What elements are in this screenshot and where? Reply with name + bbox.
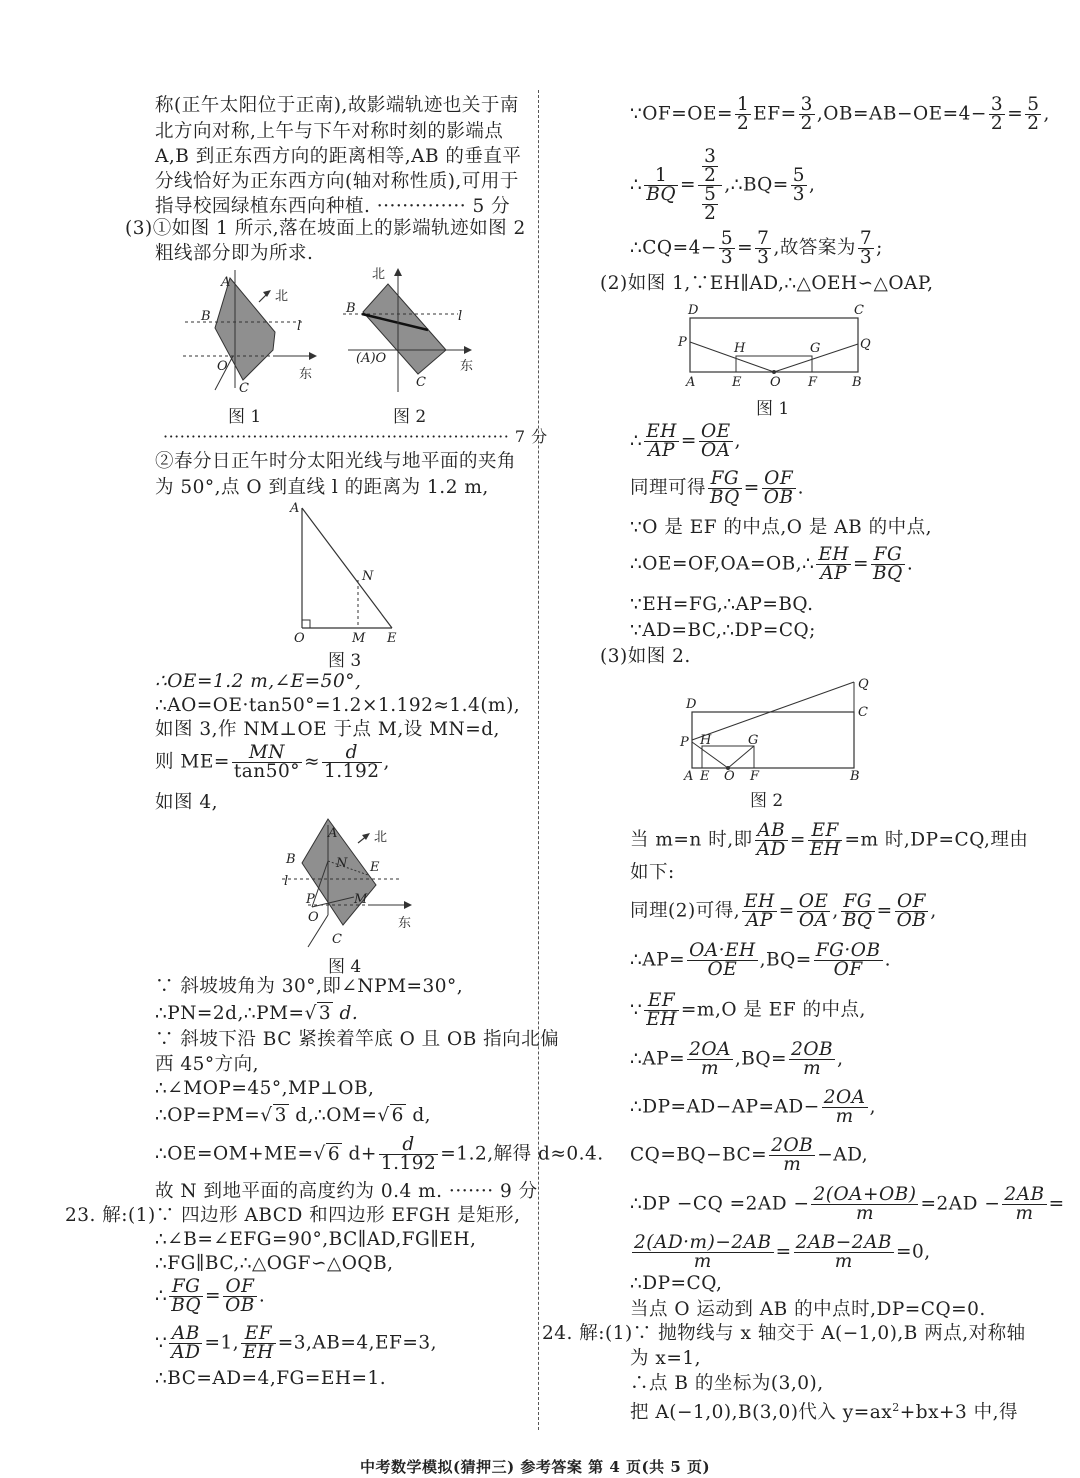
svg-text:F: F: [808, 375, 818, 390]
formula-line: $\frac{2(AD\cdot m)-2AB}{m}$ = $\frac{2AB-2AB}{m}$ =0,: [634, 1232, 931, 1272]
text-line: 故 N 到地平面的高度约为 0.4 m. ······· 9 分: [155, 1181, 538, 1202]
svg-text:B: B: [286, 852, 296, 867]
page-footer: 中考数学模拟(猜押三) 参考答案 第 4 页(共 5 页): [360, 1458, 711, 1476]
formula-line: CQ=BQ−BC= $\frac{2OB}{m}$ −AD,: [630, 1135, 869, 1175]
text-line: ∴点 B 的坐标为(3,0),: [630, 1373, 824, 1394]
svg-text:(A)O: (A)O: [356, 351, 387, 366]
svg-text:北: 北: [372, 267, 386, 282]
svg-text:A: A: [684, 769, 694, 784]
svg-text:H: H: [734, 341, 746, 356]
svg-text:M: M: [354, 892, 368, 907]
svg-text:l: l: [284, 874, 289, 889]
text-line: ∴∠MOP=45°,MP⊥OB,: [155, 1078, 375, 1099]
svg-text:F: F: [750, 769, 760, 784]
svg-text:Q: Q: [858, 677, 869, 692]
text-line: 24. 解:(1)∵ 抛物线与 x 轴交于 A(−1,0),B 两点,对称轴: [542, 1323, 1026, 1344]
svg-text:O: O: [724, 769, 735, 784]
svg-text:P: P: [306, 892, 315, 907]
text-line: 23. 解:(1)∵ 四边形 ABCD 和四边形 EFGH 是矩形,: [65, 1205, 521, 1226]
text-line: ∵ 斜坡下沿 BC 紧挨着竿底 O 且 OB 指向北偏: [155, 1029, 560, 1050]
right-figure-2: [672, 672, 882, 788]
svg-text:l: l: [458, 309, 463, 324]
text-line: ∴BC=AD=4,FG=EH=1.: [155, 1368, 387, 1389]
svg-text:Q: Q: [860, 337, 871, 352]
svg-text:O: O: [308, 910, 319, 925]
svg-text:O: O: [217, 359, 228, 374]
text-line: 西 45°方向,: [155, 1054, 260, 1075]
text-line: ∴DP=CQ,: [630, 1273, 723, 1294]
formula-line: ∵ $\frac{AB}{AD}$ =1, $\frac{EF}{EH}$ =3,AB=4,EF=3,: [155, 1323, 438, 1363]
right-figure-2-caption: 图 2: [750, 791, 784, 811]
formula-line: ∴DP −CQ =2AD − $\frac{2(OA+OB)}{m}$ =2AD − $\frac{2AB}{m}$ =: [630, 1184, 1065, 1224]
right-figure-1-caption: 图 1: [756, 399, 790, 419]
text-line: ∴OP=PM=√ 3 d,∴OM=√ 6 d,: [155, 1105, 432, 1126]
text-line: 如下:: [630, 862, 675, 883]
figure-2: [338, 262, 488, 400]
svg-text:E: E: [700, 769, 710, 784]
text-line: 为 x=1,: [630, 1348, 701, 1369]
right-figure-1: [676, 300, 876, 392]
formula-line: 则 ME= $\frac{MN}{\tan 50^\circ}$ ≈ $\frac{d}{1.192}$ ,: [155, 742, 390, 782]
svg-text:D: D: [686, 697, 697, 712]
svg-text:B: B: [201, 309, 211, 324]
svg-text:C: C: [416, 375, 426, 390]
formula-line: ∴ $\frac{1}{BQ}$ = $\frac{\frac{3}{2}}{\frac{5}{2}}$ ,∴BQ= $\frac{5}{3}$ ,: [630, 146, 816, 224]
svg-text:O: O: [294, 631, 305, 646]
text-line: 把 A(−1,0),B(3,0)代入 $y=ax^2+bx+3$ 中,得: [630, 1401, 1019, 1424]
text-line: 分线恰好为正东西方向(轴对称性质),可用于: [155, 171, 519, 192]
svg-text:B: B: [850, 769, 860, 784]
svg-text:C: C: [854, 303, 864, 318]
text-line: 称(正午太阳位于正南),故影端轨迹也关于南: [155, 95, 519, 116]
text-line: 如图 4,: [155, 792, 219, 813]
svg-text:D: D: [688, 303, 699, 318]
text-line: ∴FG∥BC,∴△OGF∽△OQB,: [155, 1253, 394, 1274]
formula-line: ∵ $\frac{EF}{EH}$ =m,O 是 EF 的中点,: [630, 990, 866, 1030]
formula-line: ∴ $\frac{EH}{AP}$ = $\frac{OE}{OA}$ ,: [630, 421, 741, 461]
text-line: ∵ 斜坡坡角为 30°,即∠NPM=30°,: [155, 976, 464, 997]
figure-1-caption: 图 1: [228, 407, 262, 427]
svg-text:E: E: [370, 860, 380, 875]
svg-text:E: E: [387, 631, 397, 646]
text-line: ∴OE=1.2 m,∠E=50°,: [155, 671, 362, 692]
text-line: ∵O 是 EF 的中点,O 是 AB 的中点,: [630, 517, 932, 538]
svg-text:H: H: [700, 733, 712, 748]
text-line: 粗线部分即为所求.: [155, 243, 314, 264]
svg-text:E: E: [732, 375, 742, 390]
formula-line: 同理(2)可得, $\frac{EH}{AP}$ = $\frac{OE}{OA}$ , $\frac{FG}{BQ}$ = $\frac{OF}{OB}$ ,: [630, 891, 937, 931]
svg-text:B: B: [852, 375, 862, 390]
svg-text:l: l: [297, 319, 302, 334]
text-line: 指导校园绿植东西向种植. ·············· 5 分: [155, 196, 511, 217]
text-line: 如图 3,作 NM⊥OE 于点 M,设 MN=d,: [155, 719, 500, 740]
text-line: 当点 O 运动到 AB 的中点时,DP=CQ=0.: [630, 1299, 986, 1320]
text-line: ∴AO=OE·tan50°=1.2×1.192≈1.4(m),: [155, 695, 521, 716]
svg-text:A: A: [290, 501, 300, 516]
svg-text:A: A: [328, 826, 338, 841]
text-line: (3)如图 2.: [600, 646, 691, 667]
figure-4: [268, 815, 428, 951]
formula-line: ∴CQ=4− $\frac{5}{3}$ = $\frac{7}{3}$ ,故答案为 $\frac{7}{3}$ ;: [630, 228, 883, 268]
formula-line: ∴DP=AD−AP=AD− $\frac{2OA}{m}$ ,: [630, 1087, 876, 1127]
svg-text:B: B: [346, 301, 356, 316]
svg-text:北: 北: [374, 830, 388, 845]
formula-line: ∴OE=OM+ME=√ 6 d+ $\frac{d}{1.192}$ =1.2,解得 d≈0.4.: [155, 1134, 604, 1174]
formula-line: ∴OE=OF,OA=OB,∴ $\frac{EH}{AP}$ = $\frac{FG}{BQ}$ .: [630, 544, 914, 584]
svg-text:C: C: [858, 705, 868, 720]
text-line: ②春分日正午时分太阳光线与地平面的夹角: [155, 451, 517, 472]
formula-line: ∴AP= $\frac{OA\cdot EH}{OE}$ ,BQ= $\frac{FG\cdot OB}{OF}$ .: [630, 940, 891, 980]
svg-text:N: N: [336, 856, 348, 871]
formula-line: ∴AP= $\frac{2OA}{m}$ ,BQ= $\frac{2OB}{m}$ ,: [630, 1039, 844, 1079]
text-line: ∵EH=FG,∴AP=BQ.: [630, 594, 814, 615]
formula-line: 当 m=n 时,即 $\frac{AB}{AD}$ = $\frac{EF}{EH}$ =m 时,DP=CQ,理由: [630, 820, 1029, 860]
score-line: ······························································ 7 分: [163, 427, 548, 446]
figure-1: [175, 270, 325, 400]
svg-text:G: G: [748, 733, 759, 748]
svg-text:A: A: [221, 275, 231, 290]
svg-text:G: G: [810, 341, 821, 356]
text-line: 为 50°,点 O 到直线 l 的距离为 1.2 m,: [155, 477, 489, 498]
text-line: (3)①如图 1 所示,落在坡面上的影端轨迹如图 2: [125, 218, 526, 239]
figure-4-caption: 图 4: [328, 957, 362, 977]
svg-text:A: A: [686, 375, 696, 390]
text-line: ∵AD=BC,∴DP=CQ;: [630, 620, 816, 641]
svg-text:北: 北: [275, 289, 289, 304]
formula-line: ∵OF=OE= $\frac{1}{2}$ EF= $\frac{3}{2}$ ,OB=AB−OE=4− $\frac{3}{2}$ = $\frac{5}{2}$ ,: [630, 94, 1050, 134]
svg-text:P: P: [678, 335, 687, 350]
text-line: ∴PN=2d,∴PM=√ 3 d.: [155, 1003, 359, 1024]
figure-3: [282, 498, 402, 646]
figure-2-caption: 图 2: [393, 407, 427, 427]
text-line: (2)如图 1,∵EH∥AD,∴△OEH∽△OAP,: [600, 273, 934, 294]
text-line: A,B 到正东西方向的距离相等,AB 的垂直平: [155, 146, 522, 167]
svg-text:M: M: [352, 631, 366, 646]
figure-3-caption: 图 3: [328, 651, 362, 671]
svg-text:C: C: [239, 381, 249, 396]
svg-text:C: C: [332, 932, 342, 947]
svg-text:P: P: [680, 735, 689, 750]
text-line: 北方向对称,上午与下午对称时刻的影端点: [155, 121, 504, 142]
svg-text:N: N: [362, 569, 374, 584]
svg-text:东: 东: [460, 359, 474, 374]
svg-text:东: 东: [299, 367, 313, 382]
text-line: ∴∠B=∠EFG=90°,BC∥AD,FG∥EH,: [155, 1229, 477, 1250]
svg-text:东: 东: [398, 916, 412, 931]
formula-line: ∴ $\frac{FG}{BQ}$ = $\frac{OF}{OB}$ .: [155, 1276, 266, 1316]
formula-line: 同理可得 $\frac{FG}{BQ}$ = $\frac{OF}{OB}$ .: [630, 468, 804, 508]
svg-text:O: O: [770, 375, 781, 390]
column-divider: [538, 90, 539, 1430]
